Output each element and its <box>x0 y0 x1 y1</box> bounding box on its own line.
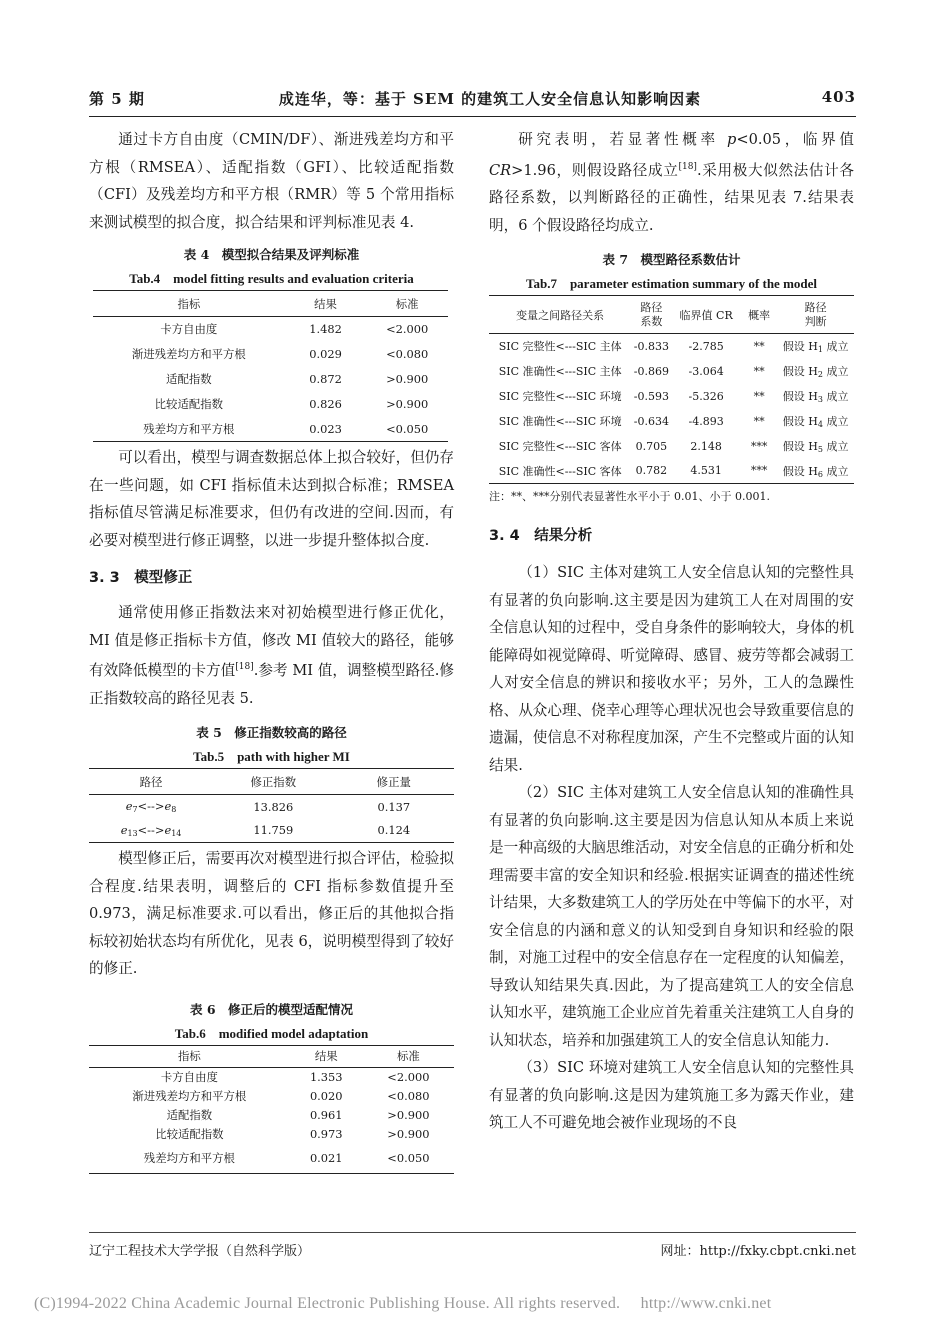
paragraph: 模型修正后，需要再次对模型进行拟合评估，检验拟合程度.结果表明，调整后的 CFI 指标参数值提升至 0.973，满足标准要求.可以看出，修正后的其他拟合指标较初始状态均有所优化，见表 6，说明模型得到了较好的修正. <box>89 850 454 977</box>
path-coef-table <box>489 295 854 484</box>
table-row <box>489 409 854 434</box>
table-cell: <2.000 <box>387 1069 430 1084</box>
issue-number: 第 5 期 <box>89 90 145 108</box>
table-cell: SIC 完整性<---SIC 主体 <box>498 340 622 354</box>
col-header: 临界值 CR <box>679 308 733 322</box>
table-cell: 1.482 <box>309 322 342 337</box>
table-cell: 4.531 <box>690 464 722 478</box>
table-cell: 比较适配指数 <box>154 397 224 411</box>
text-run: .采用极大似然法估计各路径系数，以判断路径的正确性，结果见表 7.结果表明，6 个假设路径均成立. <box>489 161 855 234</box>
running-title: 成连华，等：基于 SEM 的建筑工人安全信息认知影响因素 <box>278 90 702 108</box>
table-caption-cn: 表 7 模型路径系数估计 <box>602 252 741 267</box>
table-cell: ** <box>753 364 765 378</box>
col-header: 修正量 <box>376 774 411 789</box>
table-note: 注：**、***分别代表显著性水平小于 0.01、小于 0.001. <box>489 490 770 503</box>
table-cell: <0.050 <box>386 421 429 436</box>
right-column <box>489 126 854 1137</box>
table-cell: 13.826 <box>253 799 294 814</box>
col-header: 变量之间路径关系 <box>516 308 605 322</box>
col-header: 结果 <box>314 296 337 311</box>
table-caption-en: Tab.6 modified model adaptation <box>174 1025 369 1041</box>
col-header: 路径 判断 <box>804 300 827 328</box>
table-caption-en: Tab.5 path with higher MI <box>193 749 350 764</box>
col-header: 概率 <box>748 308 771 322</box>
table-cell: <0.080 <box>387 1088 430 1103</box>
page-number: 403 <box>821 88 856 106</box>
paragraph <box>489 126 854 239</box>
table-cell: SIC 准确性<---SIC 主体 <box>498 365 622 378</box>
table-row <box>93 417 448 442</box>
table-caption-cn: 表 6 修正后的模型适配情况 <box>189 1001 354 1017</box>
left-column <box>89 126 454 1174</box>
table-cell: ** <box>753 339 765 353</box>
col-header: 路径 系数 <box>640 300 663 328</box>
table-row <box>89 1067 454 1086</box>
table-cell: <0.050 <box>387 1150 430 1165</box>
section-heading: 3. 4 结果分析 <box>489 528 593 544</box>
table-cell: >0.900 <box>386 372 429 386</box>
table-cell: >0.900 <box>386 397 429 411</box>
table-cell: 0.023 <box>309 421 342 436</box>
journal-name: 辽宁工程技术大学学报（自然科学版） <box>89 1244 311 1259</box>
table-cell: *** <box>750 439 768 453</box>
table-cell: -0.593 <box>633 389 670 403</box>
table-cell: *** <box>750 464 768 478</box>
table-header-row <box>93 291 448 317</box>
table-cell: 0.872 <box>309 372 342 386</box>
table-cell: 0.021 <box>309 1150 343 1165</box>
table-4 <box>89 242 454 442</box>
table-cell: 渐进残差均方和平方根 <box>131 347 246 361</box>
table-cell: 0.137 <box>377 799 411 814</box>
table-cell: 0.029 <box>309 347 342 361</box>
text-run: 通常使用修正指数法来对初始模型进行修正优化，MI 值是修正指标卡方值，修改 MI 值较大的路径，能够有效降低模型的卡方值 <box>89 604 454 679</box>
table-cell: 适配指数 <box>166 1107 213 1122</box>
paragraph: 通过卡方自由度（CMIN/DF）、渐进残差均方和平方根（RMSEA）、适配指数（GFI）、比较适配指数（CFI）及残差均方和平方根（RMR）等 5 个常用指标来测试模型的拟合度，拟合结果和评判标准见表 4. <box>89 131 454 231</box>
col-header: 标准 <box>396 1049 420 1063</box>
table-header-row <box>89 1045 454 1067</box>
text-run: >1.96，则假设路径成立 <box>511 161 679 179</box>
table-header-row <box>89 769 454 795</box>
table-cell: -0.634 <box>633 414 670 428</box>
table-6 <box>89 997 454 1174</box>
path-cell: $e_{13}<-->e_{14}$ <box>120 822 182 838</box>
table-cell: 假设 $H_5$ 成立 <box>782 440 849 454</box>
table-cell: 假设 $H_1$ 成立 <box>782 340 849 355</box>
table-cell: 0.020 <box>309 1088 343 1103</box>
table-row <box>89 1086 454 1105</box>
table-cell: 0.782 <box>635 464 668 478</box>
table-row <box>489 434 854 459</box>
copyright-watermark: (C)1994-2022 China Academic Journal Electronic Publishing House. All rights reserved. http://www.cnki.net <box>34 1295 772 1312</box>
paragraph: （3）SIC 环境对建筑工人安全信息认知的完整性具有显著的负向影响.这是因为建筑施工多为露天作业，建筑工人不可避免地会被作业现场的不良 <box>489 1059 854 1131</box>
section-heading: 3. 3 模型修正 <box>89 570 193 586</box>
table-cell: -0.869 <box>633 364 670 378</box>
table-cell: >0.900 <box>387 1126 430 1141</box>
table-cell: 假设 $H_6$ 成立 <box>782 464 849 479</box>
table-cell: 适配指数 <box>166 372 212 386</box>
citation: [18] <box>235 662 254 672</box>
table-cell: ** <box>753 414 765 428</box>
table-cell: 0.961 <box>309 1107 343 1122</box>
table-cell: 0.973 <box>309 1126 343 1141</box>
col-header: 路径 <box>139 774 163 789</box>
table-cell: 假设 $H_2$ 成立 <box>782 365 849 379</box>
fit-table <box>93 290 448 442</box>
table-row <box>489 459 854 484</box>
table-caption-en: Tab.4 model fitting results and evaluation criteria <box>129 271 414 286</box>
symbol-p: p <box>727 131 737 148</box>
symbol-cr: CR <box>489 161 512 179</box>
modified-fit-table <box>89 1045 454 1174</box>
table-cell: 11.759 <box>253 823 294 838</box>
footer-rule <box>89 1232 856 1233</box>
table-cell: <2.000 <box>386 322 429 337</box>
table-row <box>93 342 448 367</box>
path-cell: $e_7<-->e_8$ <box>125 799 177 815</box>
table-cell: <0.080 <box>386 347 429 361</box>
table-row <box>93 392 448 417</box>
table-cell: 假设 $H_4$ 成立 <box>782 415 849 429</box>
table-cell: -4.893 <box>688 414 724 428</box>
table-row <box>89 819 454 843</box>
table-cell: 假设 $H_3$ 成立 <box>782 390 849 404</box>
table-cell: 残差均方和平方根 <box>143 1150 235 1165</box>
table-caption-cn: 表 5 修正指数较高的路径 <box>196 725 347 740</box>
table-cell: -3.064 <box>688 364 724 378</box>
table-cell: 1.353 <box>309 1069 343 1084</box>
mi-table <box>89 768 454 843</box>
table-row <box>89 1124 454 1143</box>
table-caption-en: Tab.7 parameter estimation summary of the model <box>525 276 818 291</box>
paragraph <box>89 599 454 712</box>
table-cell: 0.826 <box>309 397 342 411</box>
table-cell: 比较适配指数 <box>155 1126 224 1141</box>
table-cell: 2.148 <box>690 439 722 453</box>
table-cell: ** <box>753 389 765 403</box>
table-caption-cn: 表 4 模型拟合结果及评判标准 <box>183 247 360 262</box>
text-run: 研究表明，若显著性概率 <box>518 131 727 148</box>
table-row <box>489 359 854 384</box>
table-row <box>89 1105 454 1124</box>
col-header: 结果 <box>314 1049 338 1063</box>
table-row <box>89 1143 454 1173</box>
col-header: 指标 <box>177 1049 201 1063</box>
table-header-row <box>489 296 854 334</box>
table-cell: 残差均方和平方根 <box>143 421 235 436</box>
table-7 <box>489 247 854 504</box>
paragraph: （2）SIC 主体对建筑工人安全信息认知的准确性具有显著的负向影响.这主要是因为信息认知从本质上来说是一种高级的大脑思维活动，对安全信息的正确分析和处理需要丰富的安全知识和经验.根据实证调查的描述性统计结果，大多数建筑工人的学历处在中等偏下的水平，对安全信息的内涵和意义的认知受到自身知识和经验的限制，对施工过程中的安全信息存在一定程度的认知偏差，导致认知结果失真.因此，为了提高建筑工人的安全信息认知水平，建筑施工企业应首先着重关注建筑工人自身的认知状态，培养和加强建筑工人的安全信息认知能力. <box>489 784 854 1049</box>
paragraph: （1）SIC 主体对建筑工人安全信息认知的完整性具有显著的负向影响.这主要是因为建筑工人在对周围的安全信息认知的过程中，受自身条件的影响较大，身体的机能障碍如视觉障碍、听觉障碍、感冒、疲劳等都会减弱工人对安全信息的辨识和接收水平；另外，工人的急躁性格、从众心理、侥幸心理等心理状况也会导致重要信息的遗漏，使信息不对称程度加深，产生不完整或片面的认知结果. <box>489 564 854 774</box>
table-5 <box>89 720 454 843</box>
col-header: 修正指数 <box>250 774 297 789</box>
table-cell: 0.705 <box>635 439 668 453</box>
table-row <box>89 795 454 819</box>
citation: [18] <box>678 161 697 172</box>
table-cell: SIC 完整性<---SIC 环境 <box>498 390 622 403</box>
table-row <box>93 367 448 392</box>
table-cell: 渐进残差均方和平方根 <box>132 1088 247 1103</box>
table-cell: -2.785 <box>688 339 724 353</box>
table-row <box>489 334 854 359</box>
table-cell: >0.900 <box>387 1107 430 1122</box>
header-rule <box>89 116 856 117</box>
table-cell: SIC 准确性<---SIC 客体 <box>498 464 622 478</box>
col-header: 标准 <box>395 296 419 311</box>
text-run: <0.05，临界值 <box>736 131 854 148</box>
journal-url[interactable]: 网址：http://fxky.cbpt.cnki.net <box>660 1244 856 1259</box>
col-header: 指标 <box>177 296 201 311</box>
table-cell: SIC 准确性<---SIC 环境 <box>498 415 622 428</box>
table-row <box>489 384 854 409</box>
table-row <box>93 317 448 342</box>
table-cell: -0.833 <box>633 339 670 353</box>
paragraph: 可以看出，模型与调查数据总体上拟合较好，但仍存在一些问题，如 CFI 指标值未达到拟合标准；RMSEA 指标值尽管满足标准要求，但仍有改进的空间.因而，有必要对模型进行修正调整，以进一步提升整体拟合度. <box>89 449 454 549</box>
table-cell: 卡方自由度 <box>160 322 218 337</box>
text-run: .参考 MI 值，调整模型路径.修正指数较高的路径见表 5. <box>89 662 454 707</box>
table-cell: 卡方自由度 <box>160 1069 218 1084</box>
table-cell: 0.124 <box>377 823 411 838</box>
table-cell: -5.326 <box>688 389 724 403</box>
table-cell: SIC 完整性<---SIC 客体 <box>498 440 622 453</box>
